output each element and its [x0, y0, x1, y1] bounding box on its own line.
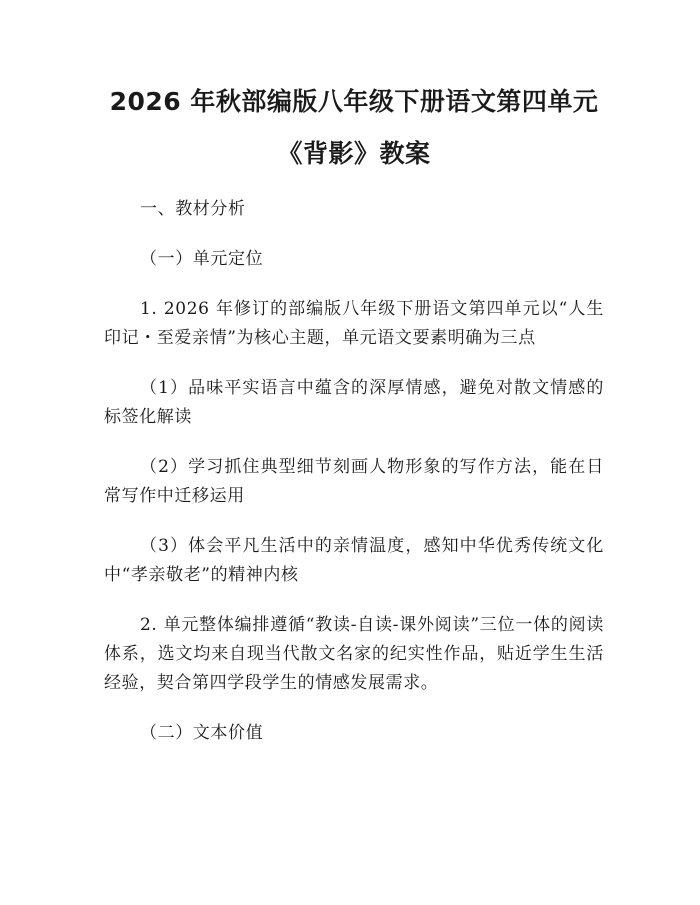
- subsection-heading-text-value: （二）文本价值: [140, 723, 264, 743]
- paragraph-item-2: （2）学习抓住典型细节刻画人物形象的写作方法，能在日常写作中迁移运用: [104, 457, 604, 506]
- document-title-line2: 《背影》教案: [277, 139, 431, 168]
- subsection-heading-unit-positioning: （一）单元定位: [140, 249, 264, 269]
- document-title-line1: 2026 年秋部编版八年级下册语文第四单元: [109, 87, 599, 116]
- paragraph-point-1: 1. 2026 年修订的部编版八年级下册语文第四单元以“人生印记・至爱亲情”为核心主题，单元语文要素明确为三点: [104, 299, 604, 348]
- section-heading-teaching-material-analysis: 一、教材分析: [140, 199, 246, 219]
- paragraph-item-1: （1）品味平实语言中蕴含的深厚情感，避免对散文情感的标签化解读: [104, 378, 604, 427]
- paragraph-item-3: （3）体会平凡生活中的亲情温度，感知中华优秀传统文化中“孝亲敬老”的精神内核: [104, 536, 604, 585]
- paragraph-point-2: 2. 单元整体编排遵循“教读-自读-课外阅读”三位一体的阅读体系，选文均来自现当代散文名家的纪实性作品，贴近学生生活经验，契合第四学段学生的情感发展需求。: [104, 615, 604, 693]
